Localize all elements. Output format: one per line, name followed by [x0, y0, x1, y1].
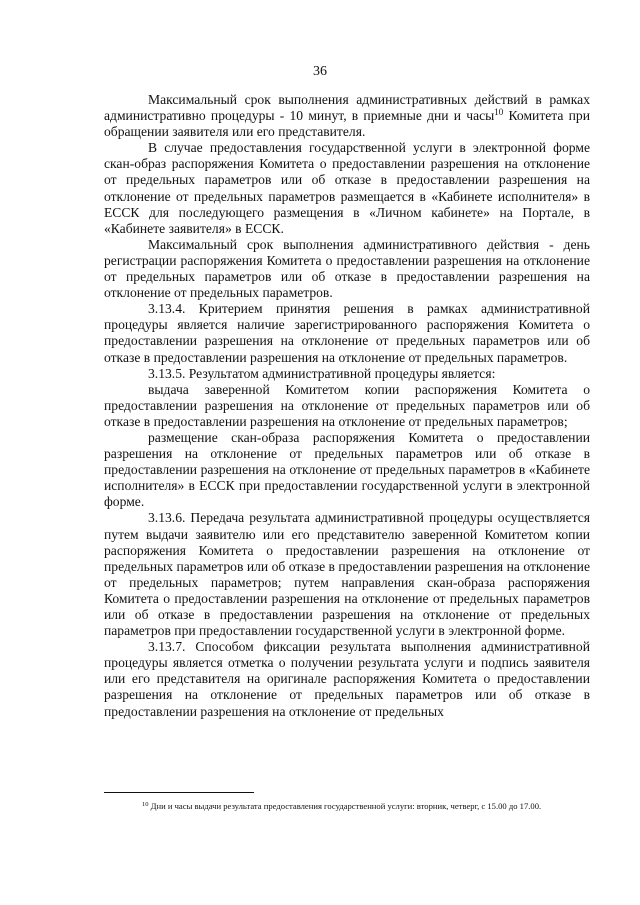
paragraph-max-time-registration: Максимальный срок выполнения административного действия - день регистрации распоряжения Комитета о предоставлении разрешения на отклонение от предельных параметров или об отказе в предоставлении разрешения на отклонение от предельных параметров. — [104, 236, 590, 301]
document-body — [104, 92, 590, 720]
paragraph-result-placement: размещение скан-образа распоряжения Комитета о предоставлении разрешения на отклонение от предельных параметров или об отказе в предоставлении разрешения на отклонение от предельных параметров в «Кабинете исполнителя» в ЕССК при предоставлении государственной услуги в электронной форме. — [104, 429, 590, 510]
paragraph-text: Максимальный срок выполнения административных действий в рамках административно процедуры - 10 минут, в приемные дни и часы — [104, 92, 590, 124]
paragraph-3-13-6: 3.13.6. Передача результата административной процедуры осуществляется путем выдачи заявителю или его представителю заверенной Комитетом копии распоряжения Комитета о предоставлении разрешения на отклонение от предельных параметров или об отказе в предоставлении разрешения на отклонение от предельных параметров; путем направления скан-образа распоряжения Комитета о предоставлении разрешения на отклонение от предельных параметров или об отказе в предоставлении разрешения на отклонение от предельных параметров при предоставлении государственной услуги в электронной форме. — [104, 510, 590, 639]
paragraph-3-13-4: 3.13.4. Критерием принятия решения в рамках административной процедуры является наличие зарегистрированного распоряжения Комитета о предоставлении разрешения на отклонение от предельных параметров или об отказе в предоставлении разрешения на отклонение от предельных параметров. — [104, 301, 590, 365]
footnote-reference: 10 — [494, 107, 504, 118]
paragraph-3-13-5: 3.13.5. Результатом административной процедуры является: — [148, 365, 496, 381]
paragraph-3-13-7: 3.13.7. Способом фиксации результата выполнения административной процедуры является отметка о получении результата услуги и подпись заявителя или его представителя на оригинале распоряжения Комитета о предоставлении разрешения на отклонение от предельных параметров или об отказе в предоставлении разрешения на отклонение от предельных — [104, 639, 590, 719]
paragraph-max-time — [104, 92, 590, 140]
footnote-divider — [104, 792, 254, 793]
page-number: 36 — [313, 64, 327, 79]
footnote — [104, 801, 590, 812]
footnote-text: Дни и часы выдачи результата предоставления государственной услуги: вторник, четверг, с 15.00 до 17.00. — [150, 801, 542, 811]
paragraph-text: Комитета при обращении заявителя или его представителя. — [104, 108, 590, 140]
paragraph-result-issue: выдача заверенной Комитетом копии распоряжения Комитета о предоставлении разрешения на отклонение от предельных параметров или об отказе в предоставлении разрешения на отклонение от предельных параметров; — [104, 381, 590, 429]
footnote-marker: 10 — [142, 801, 149, 808]
paragraph-electronic-form: В случае предоставления государственной услуги в электронной форме скан-образ распоряжения Комитета о предоставлении разрешения на отклонение от предельных параметров или об отказе в предоставлении разрешения на отклонение от предельных параметров размещается в «Кабинете исполнителя» в ЕССК для последующего размещения в «Личном кабинете» на Портале, в «Кабинете заявителя» в ЕССК. — [104, 140, 590, 236]
